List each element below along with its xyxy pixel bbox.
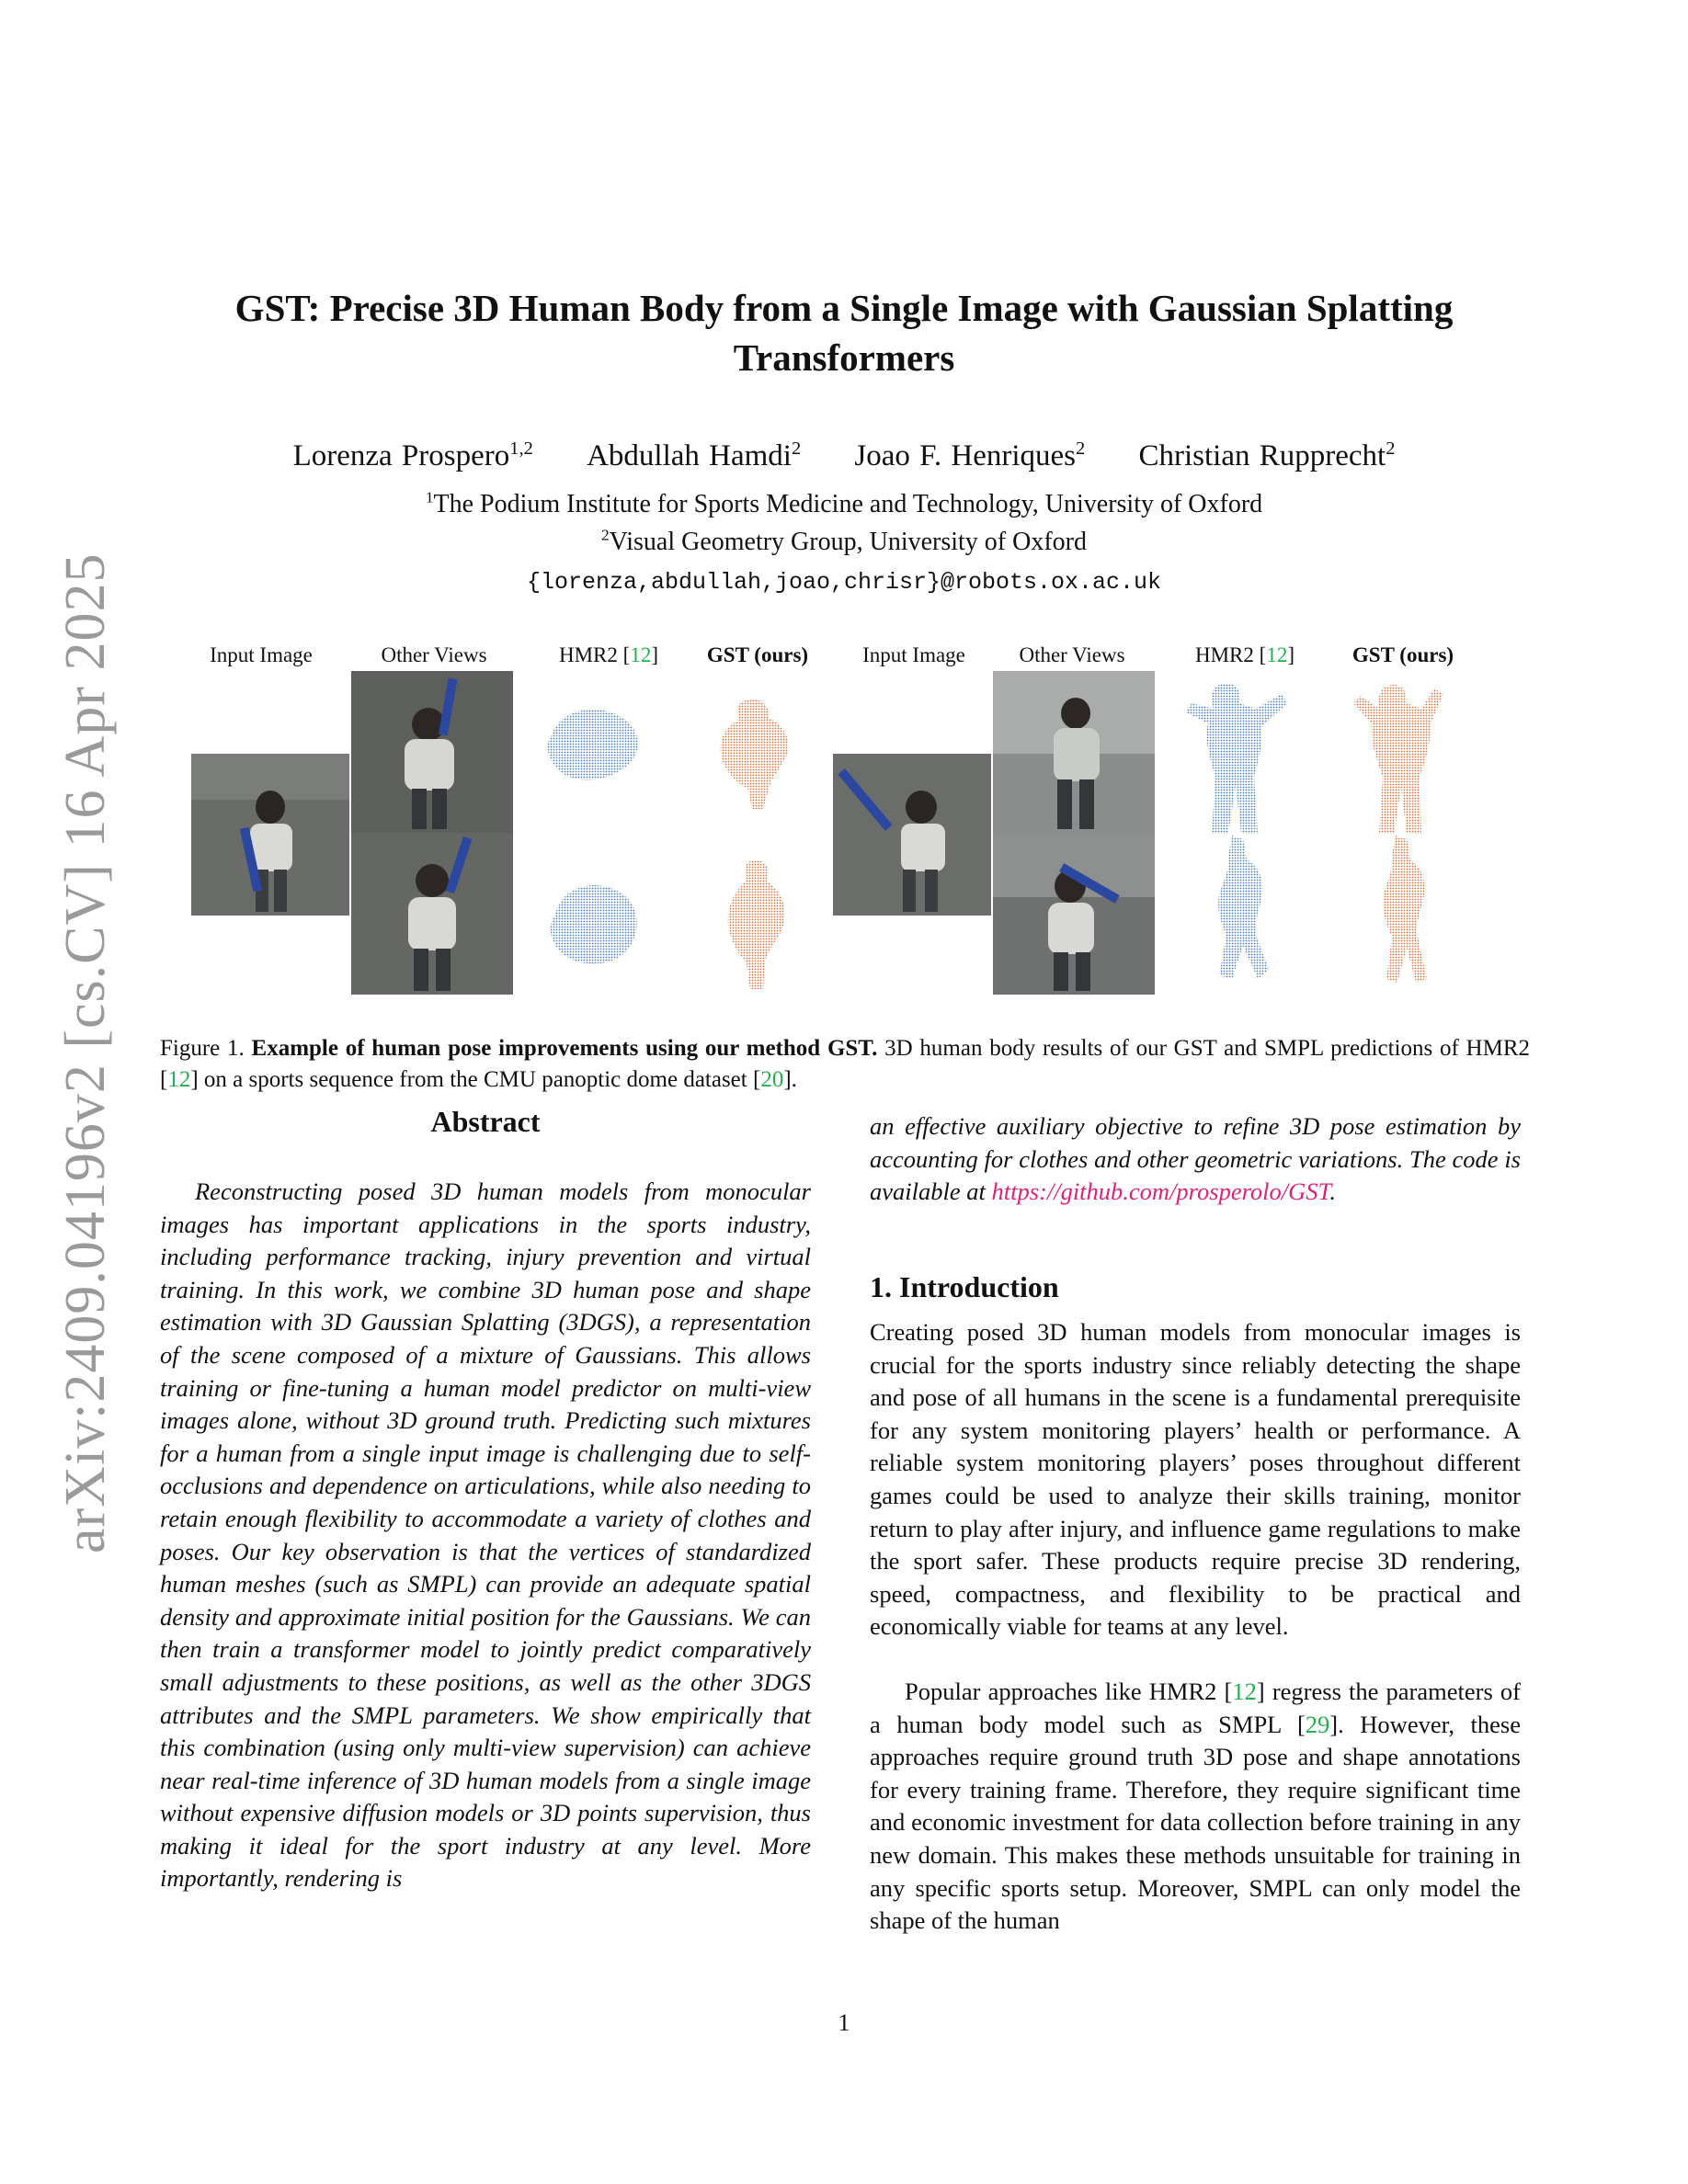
title-line-2: Transformers: [733, 336, 955, 379]
paper-title: [184, 283, 1504, 382]
affiliation-2: $^2$Visual Geometry Group, University of Oxford: [600, 526, 1087, 556]
abstract-body: Reconstructing posed 3D human models from monocular images has important applications in the sports industry, including performance tracking, injury prevention and virtual training. In this work, we combine 3D human pose and shape estimation with 3D Gaussian Splatting (3DGS), a representation of the scene composed of a mixture of Gaussians. This allows training or fine-tuning a human model predictor on multi-view images alone, without 3D ground truth. Predicting such mixtures for a human from a single input image is challenging due to self-occlusions and dependence on articulations, while also needing to retain enough flexibility to accommodate a variety of clothes and poses. Our key observation is that the vertices of standardized human meshes (such as SMPL) can provide an adequate spatial density and approximate initial position for the Gaussians. We can then train a transformer model to jointly predict comparatively small adjustments to these positions, as well as the other 3DGS attributes and the SMPL parameters. We show empirically that this combination (using only multi-view supervision) can achieve near real-time inference of 3D human models from a single image without expensive diffusion models or 3D points supervision, thus making it ideal for the sport industry at any level. More importantly, rendering is: [160, 1177, 811, 1893]
author-4: Christian Rupprecht$^2$: [1138, 438, 1396, 472]
author-list: [138, 439, 1550, 473]
title-line-1: GST: Precise 3D Human Body from a Single Image with Gaussian Splatting: [234, 287, 1454, 329]
hmr2-mesh-right-top: [1173, 676, 1302, 836]
fig-header-other-views-left: Other Views: [381, 643, 487, 666]
affiliation-1: $^1$The Podium Institute for Sports Medicine and Technology, University of Oxford: [425, 488, 1263, 518]
abstract-title: Abstract: [430, 1105, 541, 1138]
fig-header-gst-right: GST (ours): [1352, 643, 1454, 666]
citation-link[interactable]: 12: [630, 643, 652, 666]
hmr2-mesh-left-bottom: [539, 873, 649, 974]
code-link[interactable]: https://github.com/prosperolo/GST: [991, 1177, 1330, 1206]
citation-link[interactable]: 29: [1305, 1710, 1330, 1738]
fig-header-other-views-right: Other Views: [1019, 643, 1125, 666]
input-image-photo-left: [191, 754, 349, 916]
introduction-paragraph-1: Creating posed 3D human models from monocular images is crucial for the sports industry since reliably detecting the shape and pose of all humans in the scene is a fundamental prerequisite for any system monitoring players’ health or performance. A reliable system monitoring players’ poses throughout different games could be used to analyze their skills training, monitor return to play after injury, and influence game regulations to make the sport safer. These products require precise 3D rendering, speed, compactness, and flexibility to be practical and economically viable for teams at any level.: [870, 1318, 1521, 1641]
author-emails: {lorenza,abdullah,joao,chrisr}@robots.ox.ac.uk: [526, 569, 1162, 596]
gst-mesh-left-top: [708, 694, 800, 813]
author-3: Joao F. Henriques$^2$: [854, 438, 1086, 472]
fig-header-hmr2-left: HMR2 [12]: [559, 643, 658, 666]
arxiv-watermark: arXiv:2409.04196v2 [cs.CV] 16 Apr 2025: [54, 552, 117, 1553]
citation-link[interactable]: 20: [760, 1067, 784, 1092]
citation-link[interactable]: 12: [167, 1067, 191, 1092]
other-view-photo-right-top: [993, 671, 1155, 833]
hmr2-mesh-right-bottom: [1195, 832, 1287, 988]
other-view-photo-left-top: [351, 671, 513, 833]
fig-header-input-image-left: Input Image: [210, 643, 313, 666]
input-image-photo-right: [833, 754, 991, 916]
author-1: Lorenza Prospero$^{1,2}$: [292, 438, 533, 472]
figure-caption: Figure 1. Example of human pose improvements using our method GST. 3D human body results of our GST and SMPL predictions of HMR2 [12] on a sports sequence from the CMU panoptic dome dataset [20].: [160, 1036, 1531, 1092]
section-title-introduction: 1. Introduction: [870, 1270, 1059, 1303]
citation-link[interactable]: 12: [1266, 643, 1288, 666]
fig-header-hmr2-right: HMR2 [12]: [1195, 643, 1295, 666]
page-number: 1: [838, 2009, 850, 2036]
introduction-paragraph-2: Popular approaches like HMR2 [12] regress the parameters of a human body model such as SMPL [29]. However, these approaches require ground truth 3D pose and shape annotations for every training frame. Therefore, they require significant time and economic investment for data collection before training in any new domain. This makes these methods unsuitable for training in any specific sports setup. Moreover, SMPL can only model the shape of the human: [870, 1678, 1521, 1935]
other-view-photo-left-bottom: [351, 833, 513, 995]
gst-mesh-right-bottom: [1364, 832, 1447, 988]
gst-mesh-right-top: [1342, 676, 1453, 836]
fig-header-gst-left: GST (ours): [706, 643, 809, 666]
gst-mesh-left-bottom: [710, 855, 802, 993]
fig-header-input-image-right: Input Image: [862, 643, 965, 666]
other-view-photo-right-bottom: [993, 833, 1155, 995]
author-2: Abdullah Hamdi$^2$: [587, 438, 802, 472]
hmr2-mesh-left-top: [533, 699, 653, 791]
citation-link[interactable]: 12: [1232, 1678, 1257, 1705]
abstract-continuation: an effective auxiliary objective to refine 3D pose estimation by accounting for clothes and other geometric variations. The code is available at https://github.com/prosperolo/GST.: [870, 1112, 1521, 1206]
